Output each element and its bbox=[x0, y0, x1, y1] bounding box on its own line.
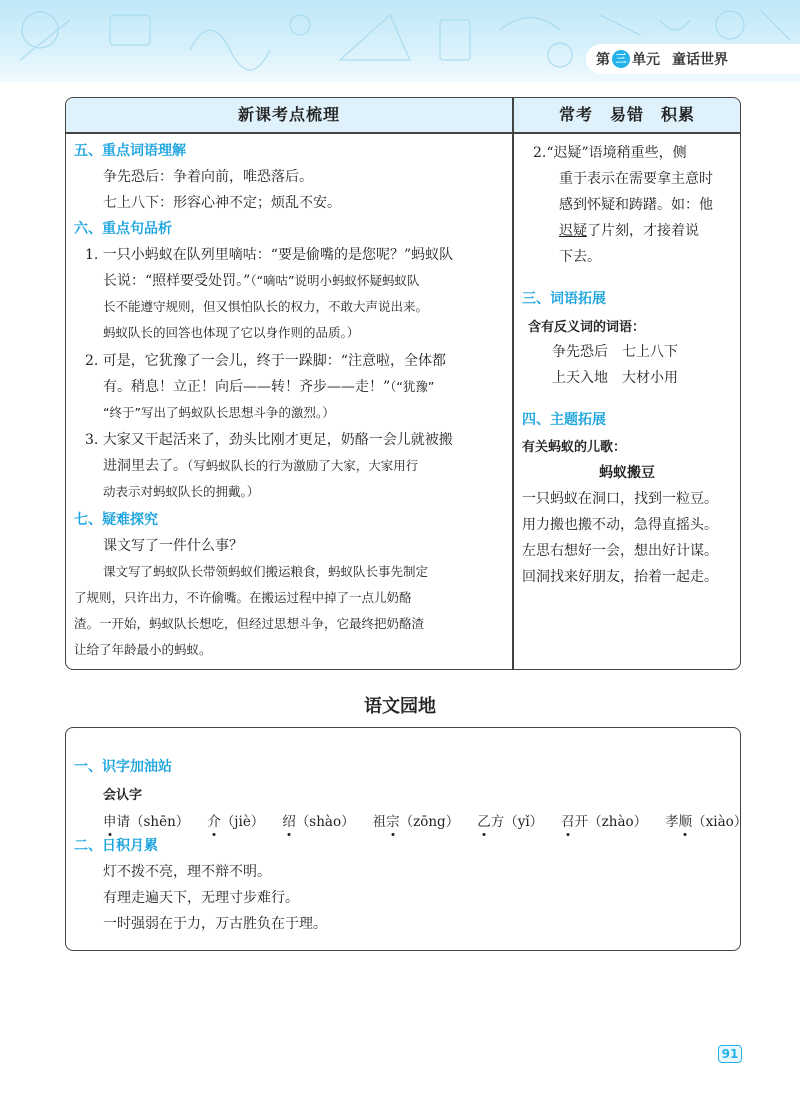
poem-title: 蚂蚁搬豆 bbox=[599, 465, 655, 481]
garden-section-one-title: 一、识字加油站 bbox=[74, 759, 172, 775]
column-divider bbox=[512, 98, 514, 669]
emphasized-character: 召 bbox=[561, 814, 575, 830]
sentence-line: 3. 大家又干起活来了，劲头比刚才更足，奶酪一会儿就被搬 bbox=[85, 432, 453, 448]
sentence-line: 1. 一只小蚂蚁在队列里嘀咕：“要是偷嘴的是您呢？”蚂蚁队 bbox=[85, 247, 454, 263]
section-six-title: 六、重点句品析 bbox=[74, 221, 172, 237]
answer-line: 渣。一开始，蚂蚁队长想吃，但经过思想斗争，它最终把奶酪渣 bbox=[74, 616, 425, 631]
emphasized-character: 顺 bbox=[678, 814, 693, 830]
section-title-garden: 语文园地 bbox=[364, 696, 436, 717]
proverb-line: 灯不拨不亮，理不辩不明。 bbox=[103, 864, 271, 880]
sentence-line bbox=[103, 376, 434, 396]
tip-line: 下去。 bbox=[559, 249, 601, 265]
unit-title-bar bbox=[586, 44, 800, 74]
proverb-line: 一时强弱在于力，万古胜负在于理。 bbox=[103, 916, 327, 932]
emphasized-character: 绍 bbox=[282, 814, 296, 830]
left-header: 新课考点梳理 bbox=[66, 98, 512, 132]
section-three-title: 三、词语拓展 bbox=[522, 291, 606, 307]
word-item bbox=[561, 810, 647, 830]
word-item bbox=[103, 810, 189, 830]
header-divider bbox=[66, 132, 740, 134]
poem-line: 左思右想好一会，想出好计谋。 bbox=[522, 543, 718, 559]
poem-line: 用力搬也搬不动，急得直摇头。 bbox=[522, 517, 718, 533]
right-header: 常考 易错 积累 bbox=[514, 98, 740, 132]
tip-text: 了片刻，才接着说 bbox=[587, 223, 699, 239]
sentence-line: 2. 可是，它犹豫了一会儿，终于一跺脚：“注意啦，全体都 bbox=[85, 353, 446, 369]
sentence-text: 有。稍息！立正！向后——转！齐步——走！” bbox=[103, 379, 391, 395]
sentence-note: 动表示对蚂蚁队长的拥戴。） bbox=[103, 484, 260, 499]
word-item bbox=[373, 810, 460, 830]
word-pinyin: （jiè） bbox=[220, 814, 265, 830]
word-item bbox=[282, 810, 354, 830]
answer-line: 课文写了蚂蚁队长带领蚂蚁们搬运粮食，蚂蚁队长事先制定 bbox=[103, 564, 429, 579]
word-list bbox=[103, 810, 747, 830]
unit-suffix: 单元 bbox=[632, 52, 660, 68]
word-pinyin: （shào） bbox=[295, 814, 355, 830]
section-subtitle: 有关蚂蚁的儿歌： bbox=[522, 440, 627, 455]
garden-panel bbox=[65, 727, 748, 951]
sentence-note: （写蚂蚁队长的行为激励了大家，大家用行 bbox=[187, 458, 419, 473]
sentence-text: 进洞里去了。 bbox=[103, 458, 187, 474]
answer-line: 了规则，只许出力，不许偷嘴。在搬运过程中掉了一点儿奶酪 bbox=[74, 590, 412, 605]
section-subtitle: 含有反义词的词语： bbox=[528, 320, 646, 335]
word-item bbox=[665, 810, 747, 830]
word-item bbox=[477, 810, 543, 830]
sentence-note: （“嘀咕”说明小蚂蚁怀疑蚂蚁队 bbox=[250, 273, 420, 288]
emphasized-character: 介 bbox=[207, 814, 221, 830]
tip-line bbox=[559, 220, 699, 240]
sentence-note: （“犹豫” bbox=[390, 379, 435, 394]
word-prefix: 孝 bbox=[665, 814, 679, 830]
poem-line: 回洞找来好朋友，抬着一起走。 bbox=[522, 569, 718, 585]
page-number: 91 bbox=[718, 1045, 742, 1063]
sentence-note: 蚂蚁队长的回答也体现了它以身作则的品质。） bbox=[103, 325, 360, 340]
underlined-word: 迟疑 bbox=[559, 223, 587, 239]
word-pinyin: 请（shēn） bbox=[116, 814, 190, 830]
word-item bbox=[207, 810, 264, 830]
garden-section-two-title: 二、日积月累 bbox=[74, 838, 158, 854]
unit-prefix: 第 bbox=[596, 52, 610, 68]
poem-line: 一只蚂蚁在洞口，找到一粒豆。 bbox=[522, 491, 718, 507]
sentence-note: “终于”写出了蚂蚁队长思想斗争的激烈。） bbox=[103, 405, 335, 420]
garden-subtitle: 会认字 bbox=[103, 788, 143, 803]
antonym-row: 上天入地 大材小用 bbox=[552, 370, 678, 386]
sentence-text: 长说：“照样要受处罚。” bbox=[103, 273, 251, 289]
unit-label bbox=[596, 49, 660, 69]
word-pinyin: （zōng） bbox=[399, 814, 460, 830]
tip-line: 2.“迟疑”语境稍重些，侧 bbox=[533, 145, 687, 161]
word-pinyin: （xiào） bbox=[692, 814, 748, 830]
section-four-title: 四、主题拓展 bbox=[522, 412, 606, 428]
word-pinyin: 开（zhào） bbox=[574, 814, 648, 830]
word-prefix: 祖 bbox=[372, 814, 387, 830]
emphasized-character: 宗 bbox=[386, 814, 400, 830]
answer-line: 让给了年龄最小的蚂蚁。 bbox=[74, 642, 212, 657]
antonym-row: 争先恐后 七上八下 bbox=[552, 344, 678, 360]
word-pinyin: 方（yǐ） bbox=[490, 814, 544, 830]
section-seven-title: 七、疑难探究 bbox=[74, 512, 158, 528]
sentence-line bbox=[103, 455, 418, 475]
vocab-item: 争先恐后：争着向前，唯恐落后。 bbox=[103, 169, 313, 185]
unit-title: 童话世界 bbox=[672, 52, 728, 68]
sentence-line bbox=[103, 270, 420, 290]
proverb-line: 有理走遍天下，无理寸步难行。 bbox=[103, 890, 299, 906]
emphasized-character: 乙 bbox=[477, 814, 491, 830]
section-five-title: 五、重点词语理解 bbox=[74, 143, 186, 159]
tip-line: 感到怀疑和踌躇。如：他 bbox=[559, 197, 713, 213]
vocab-item: 七上八下：形容心神不定；烦乱不安。 bbox=[103, 195, 341, 211]
tip-line: 重于表示在需要拿主意时 bbox=[559, 171, 713, 187]
sentence-note: 长不能遵守规则，但又惧怕队长的权力，不敢大声说出来。 bbox=[103, 299, 429, 314]
question-text: 课文写了一件什么事？ bbox=[103, 538, 243, 554]
unit-number-badge: 三 bbox=[612, 50, 630, 68]
emphasized-character: 申 bbox=[103, 814, 117, 830]
study-notes-panel bbox=[65, 97, 741, 670]
